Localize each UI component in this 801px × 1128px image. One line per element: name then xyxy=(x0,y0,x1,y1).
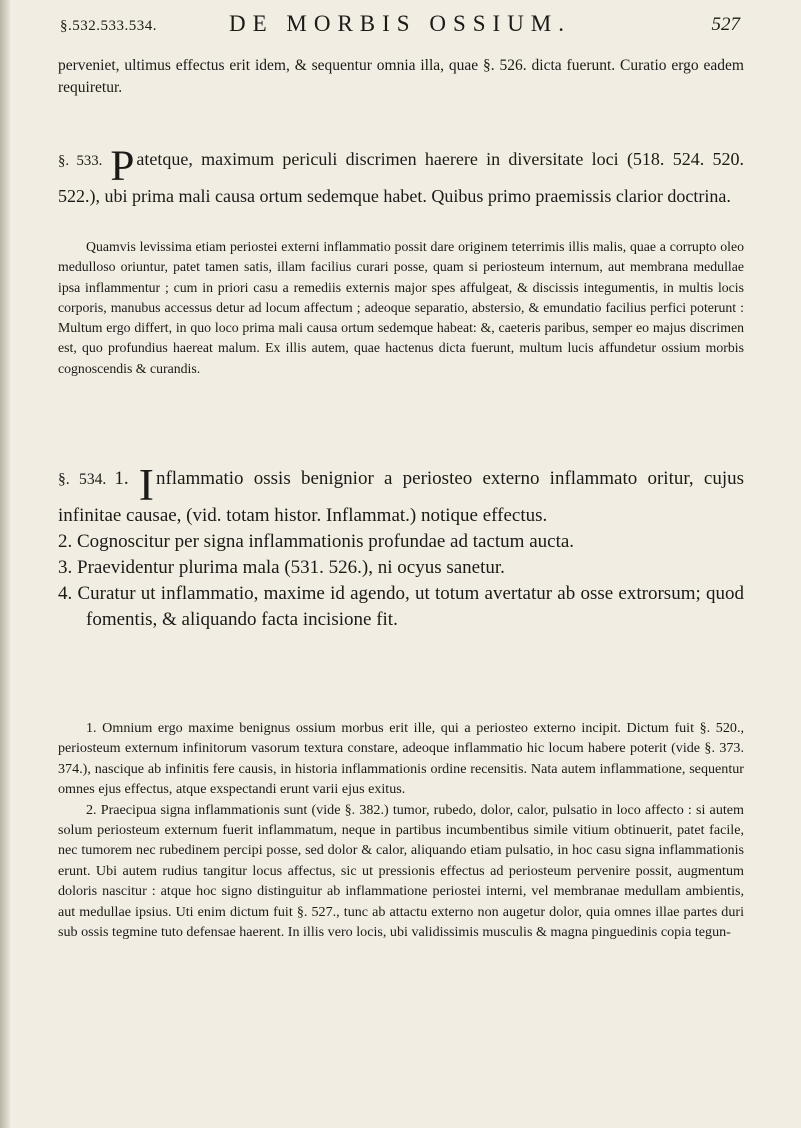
running-title: DE MORBIS OSSIUM. xyxy=(228,11,571,36)
page-number: 527 xyxy=(711,14,740,35)
section-range: §.532.533.534. xyxy=(60,18,157,34)
commentary-533: Quamvis levissima etiam periostei externi inflammatio possit dare originem teterrimis illis malis, quae a corrupto oleo medulloso oriuntur, patet tamen satis, illam facilius curari posse, quam si periosteum internum, aut membrana medullae ipsa inflammentur ; cum in priori casu a remediis externis major spes affulgeat, & discissis integumentis, in multis locis corporis, manubus accessus detur ad locum affectum ; adeoque separatio, abstersio, & emundatio facilius perfici poterunt : Multum ergo differt, in quo loco prima mali causa ortum sedemque habeat: &, caeteris paribus, semper eo majus discrimen est, quo profundius haereat malum. Ex illis autem, quae hactenus dicta fuerunt, multum lucis affundetur ossium morbis cognoscendis & curandis. xyxy=(58,239,744,376)
section-number: §. 533. xyxy=(58,153,103,169)
section-number: §. 534. xyxy=(58,471,107,488)
drop-cap: I xyxy=(138,458,154,510)
item-number: 1. xyxy=(114,468,129,489)
aphorism-3: 3. Praevidentur plurima mala (531. 526.), ni ocyus sanetur. xyxy=(58,557,505,579)
running-header xyxy=(60,6,740,40)
continuation-paragraph: perveniet, ultimus effectus erit idem, & sequentur omnia illa, quae §. 526. dicta fuerunt. Curatio ergo eadem requiretur. xyxy=(58,57,744,96)
aphorism-2: 2. Cognoscitur per signa inflammationis profundae ad tactum aucta. xyxy=(58,531,575,553)
section-text: atetque, maximum periculi discrimen haerere in diversitate loci (518. 524. 520. 522.), ubi prima mali causa ortum sedemque habet. Quibus primo praemissis clarior doctrina. xyxy=(58,149,744,206)
section-534 xyxy=(58,458,745,633)
commentary-paragraph: 2. Praecipua signa inflammationis sunt (vide §. 382.) tumor, rubedo, dolor, calor, pulsatio in loco affecto : si autem solum periosteum externum fuerit inflammatum, neque in partibus incumbentibus simile vitium obtinuerit, patet facile, nec tumorem nec rubedinem percipi posse, sed dolor & calor, aliquando etiam pulsatio, in hoc casu signa inflammationis erunt. Ubi autem rudius tangitur locus affectus, sic ut pressionis effectus ad periosteum pervenire possit, augmentum doloris nascitur : atque hoc signo distinguitur ab inflammatione periostei interni, vel membranae medullam ambientis, aut medullae ipsius. Uti enim dictum fuit §. 527., tunc ab attactu externo non augetur dolor, quia omnes illae partes duri sub ossis tegmine tuto defensae haerent. In illis vero locis, ubi validissimis musculis & magna pinguedinis copia tegun- xyxy=(58,801,744,941)
commentary-534 xyxy=(58,718,744,942)
aphorism-4: 4. Curatur ut inflammatio, maxime id agendo, ut totum avertatur ab osse extrorsum; quod fomentis, & aliquando facta incisione fit. xyxy=(58,583,744,631)
page-edge-shadow xyxy=(0,0,10,1128)
drop-cap: P xyxy=(110,143,135,191)
commentary-paragraph: 1. Omnium ergo maxime benignus ossium morbus erit ille, qui a periosteo externo incipit. Dictum fuit §. 520., periosteum externum infinitorum vasorum textura constare, adeoque inflammatio hic locum habere poterit (vide §. 373. 374.), nascique ab infinitis fere causis, in historia inflammationis ordine recensitis. Nata autem inflammatione, sequentur omnes ejus effectus, atque exspectandi erunt varii ejus exitus. xyxy=(58,720,744,798)
section-533 xyxy=(58,143,744,207)
aphorism-1: nflammatio ossis benignior a periosteo externo inflammato oritur, cujus infinitae causae, (vid. totam histor. Inflammat.) notique effectus. xyxy=(58,468,745,527)
